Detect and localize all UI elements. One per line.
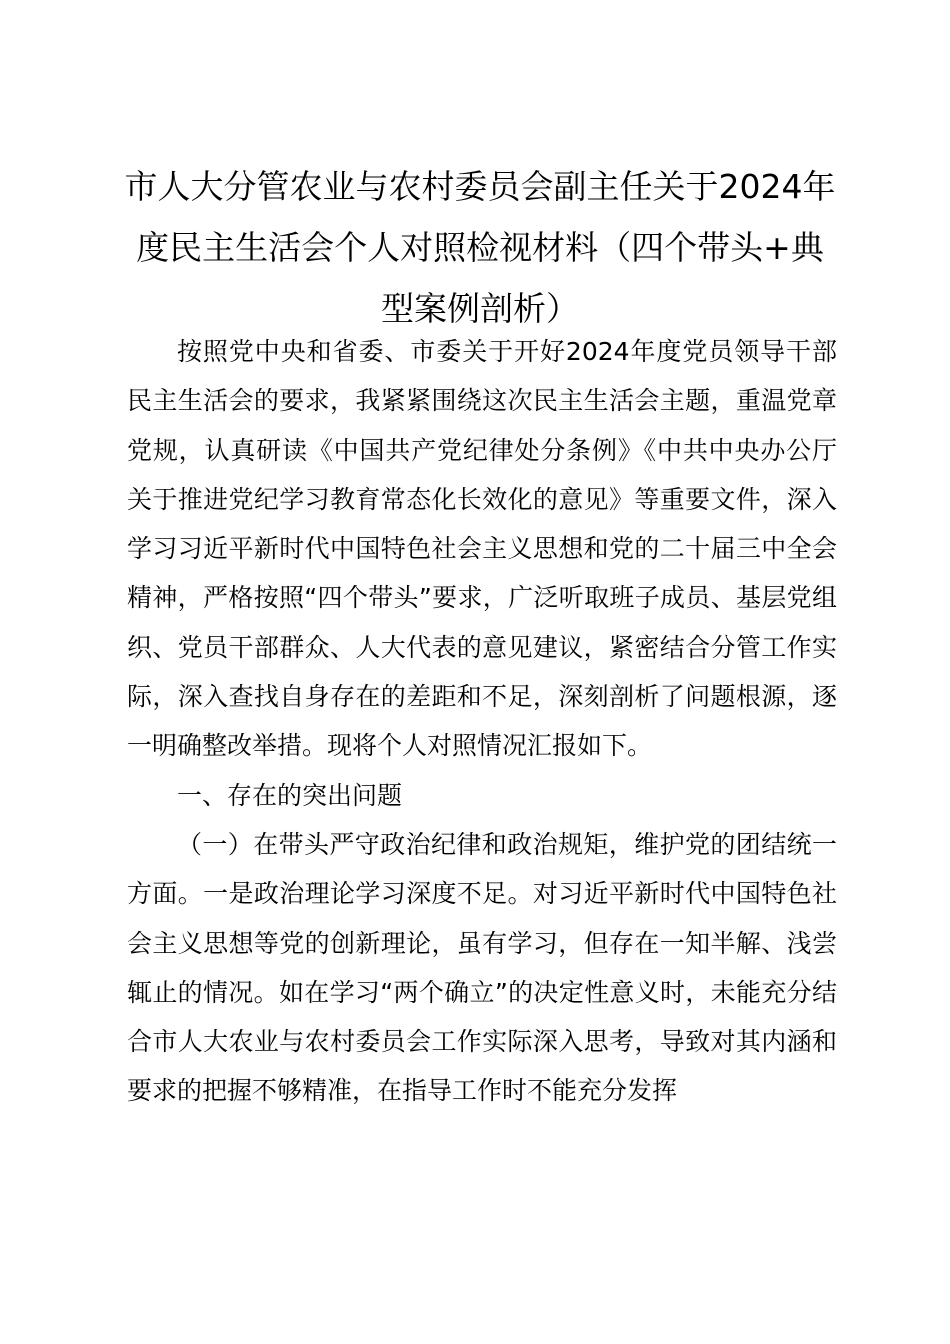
section-heading: 一、存在的突出问题 [177,780,403,810]
document-title: 市人大分管农业与农村委员会副主任关于2024年度民主生活会个人对照检视材料（四个带头+典型案例剖析） [124,167,836,328]
body-paragraph: （一）在带头严守政治纪律和政治规矩，维护党的团结统一方面。一是政治理论学习深度不足。对习近平新时代中国特色社会主义思想等党的创新理论，虽有学习，但存在一知半解、浅尝辄止的情况。如在学习“两个确立”的决定性意义时，未能充分结合市人大农业与农村委员会工作实际深入思考，导致对其内涵和要求的把握不够精准，在指导工作时不能充分发挥 [127,829,837,1106]
intro-paragraph: 按照党中央和省委、市委关于开好2024年度党员领导干部民主生活会的要求，我紧紧围绕这次民主生活会主题，重温党章党规，认真研读《中国共产党纪律处分条例》《中共中央办公厅关于推进党纪学习教育常态化长效化的意见》等重要文件，深入学习习近平新时代中国特色社会主义思想和党的二十届三中全会精神，严格按照“四个带头”要求，广泛听取班子成员、基层党组织、党员干部群众、人大代表的意见建议，紧密结合分管工作实际，深入查找自身存在的差距和不足，深刻剖析了问题根源，逐一明确整改举措。现将个人对照情况汇报如下。 [127,337,837,761]
document-body [127,327,837,1116]
